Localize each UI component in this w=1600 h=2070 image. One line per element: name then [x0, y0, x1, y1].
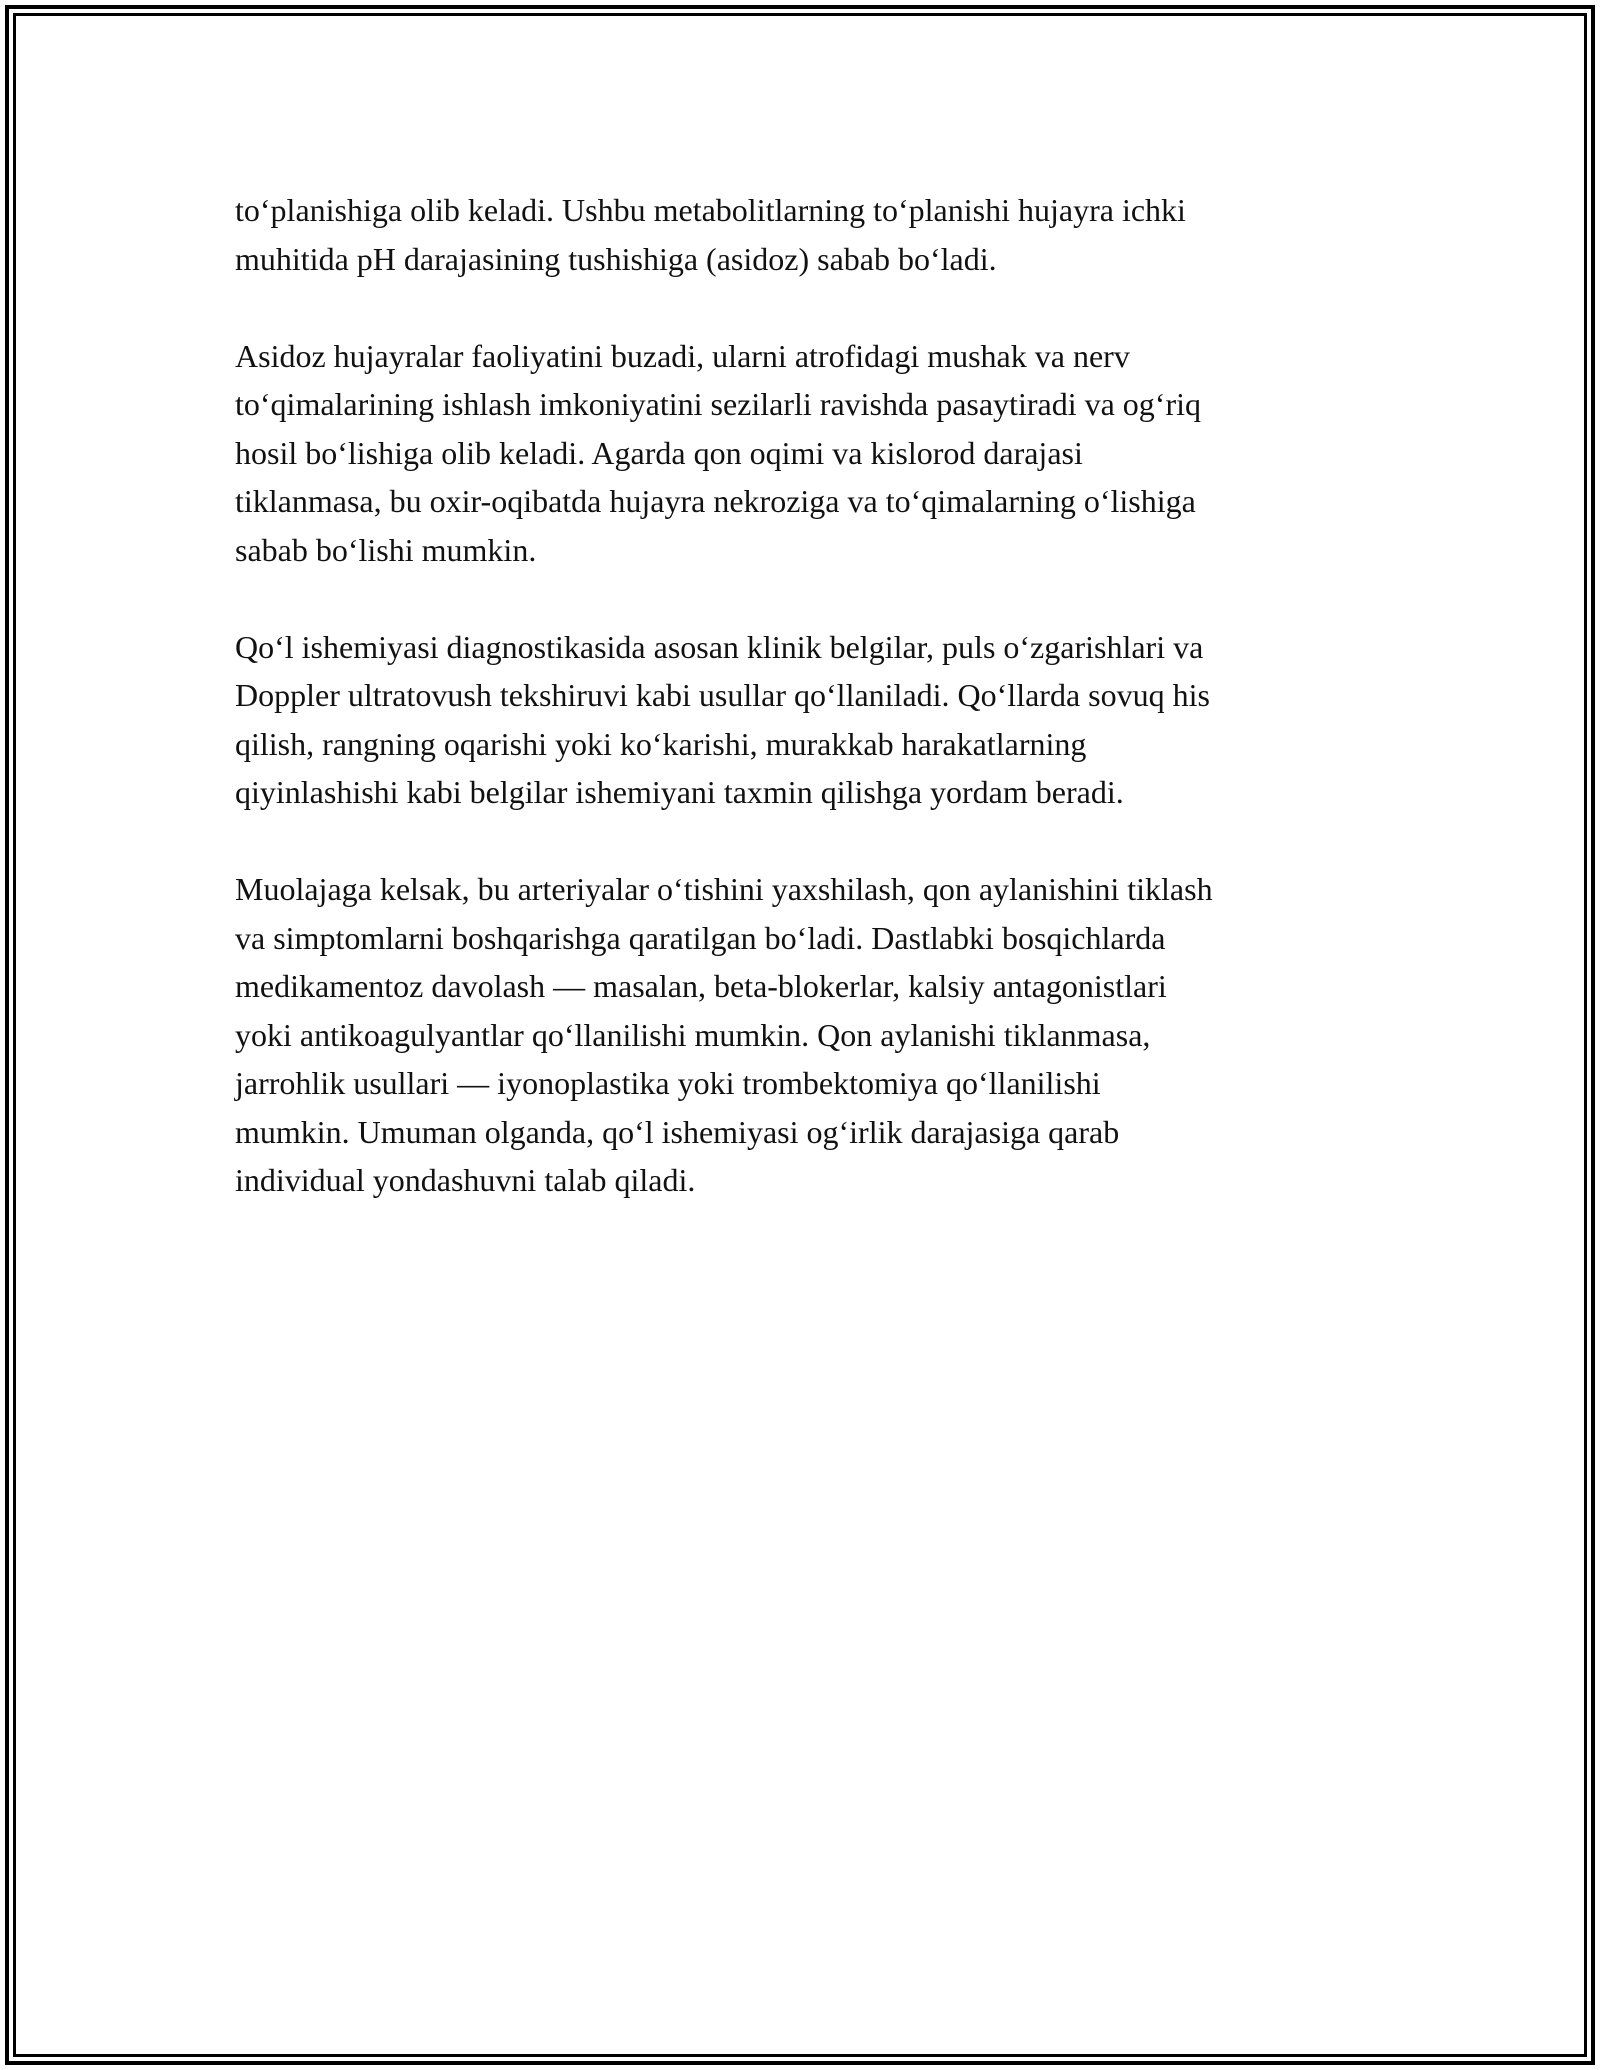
text-line: Muolajaga kelsak, bu arteriyalar o‘tishini yaxshilash, qon aylanishini tiklash	[235, 871, 1213, 907]
text-line: qilish, rangning oqarishi yoki ko‘karishi, murakkab harakatlarning	[235, 725, 1087, 762]
text-line: medikamentoz davolash — masalan, beta-blokerlar, kalsiy antagonistlari	[235, 968, 1167, 1004]
text-line: tiklanmasa, bu oxir-oqibatda hujayra nekroziga va to‘qimalarning o‘lishiga	[235, 483, 1196, 519]
text-line: Qo‘l ishemiyasi diagnostikasida asosan klinik belgilar, puls o‘zgarishlari va	[235, 628, 1204, 665]
paragraph-2	[235, 332, 1365, 575]
text-line: individual yondashuvni talab qiladi.	[235, 1162, 696, 1198]
text-line: to‘planishiga olib keladi. Ushbu metabolitlarning to‘planishi hujayra ichki	[235, 192, 1186, 228]
text-line: jarrohlik usullari — iyonoplastika yoki trombektomiya qo‘llanilishi	[235, 1065, 1101, 1101]
text-line: qiyinlashishi kabi belgilar ishemiyani taxmin qilishga yordam beradi.	[235, 774, 1124, 810]
text-line: mumkin. Umuman olganda, qo‘l ishemiyasi og‘irlik darajasiga qarab	[235, 1113, 1120, 1150]
text-line: to‘qimalarining ishlash imkoniyatini sezilarli ravishda pasaytiradi va og‘riq	[235, 386, 1201, 422]
text-line: sabab bo‘lishi mumkin.	[235, 531, 537, 568]
text-line: Doppler ultratovush tekshiruvi kabi usullar qo‘llaniladi. Qo‘llarda sovuq his	[235, 677, 1210, 713]
text-line: yoki antikoagulyantlar qo‘llanilishi mumkin. Qon aylanishi tiklanmasa,	[235, 1016, 1151, 1053]
text-line: hosil bo‘lishiga olib keladi. Agarda qon oqimi va kislorod darajasi	[235, 434, 1083, 471]
document-body	[235, 186, 1365, 1253]
text-line: va simptomlarni boshqarishga qaratilgan bo‘ladi. Dastlabki bosqichlarda	[235, 919, 1166, 956]
paragraph-4	[235, 865, 1365, 1205]
paragraph-1	[235, 186, 1365, 283]
paragraph-3	[235, 623, 1365, 817]
text-line: Asidoz hujayralar faoliyatini buzadi, ularni atrofidagi mushak va nerv	[235, 337, 1130, 374]
text-line: muhitida pH darajasining tushishiga (asidoz) sabab bo‘ladi.	[235, 240, 997, 277]
